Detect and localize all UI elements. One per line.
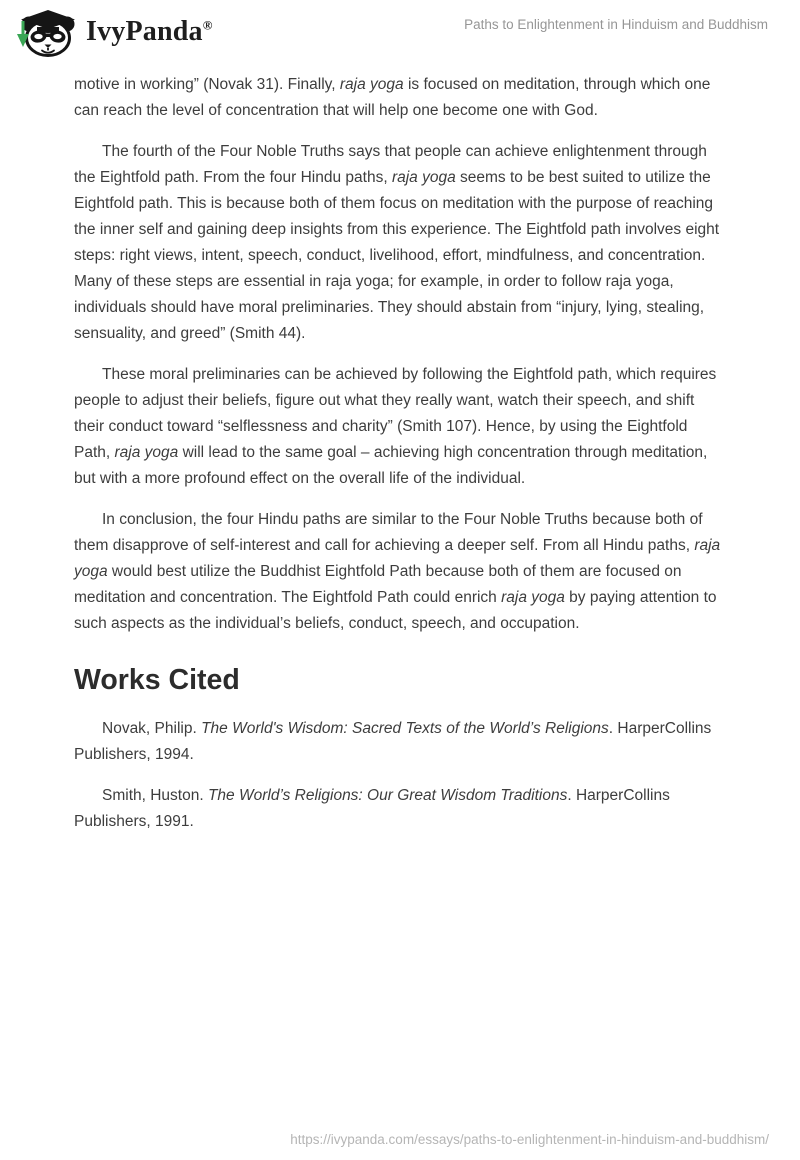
paragraphs-container bbox=[74, 72, 726, 637]
text-run: Smith, Huston. bbox=[102, 787, 208, 804]
works-cited-heading: Works Cited bbox=[74, 664, 240, 696]
text-run: would best utilize the Buddhist Eightfold Path because both of them are focused on meditation and concentration. The Eightfold Path could enrich bbox=[74, 563, 682, 606]
text-run: by paying attention to such aspects as the individual’s beliefs, conduct, speech, and occupation. bbox=[74, 589, 717, 632]
text-run: will lead to the same goal – achieving high concentration through meditation, but with a more profound effect on the overall life of the individual. bbox=[74, 444, 708, 487]
paragraph bbox=[74, 72, 726, 124]
text-run: . HarperCollins Publishers, 1991. bbox=[74, 787, 670, 830]
citation bbox=[74, 783, 726, 835]
panda-graduation-cap-icon bbox=[13, 7, 79, 57]
page-header bbox=[0, 0, 800, 60]
citation bbox=[74, 716, 726, 768]
text-run: raja yoga bbox=[74, 537, 721, 580]
text-run: . HarperCollins Publishers, 1994. bbox=[74, 720, 712, 763]
citations-container bbox=[74, 716, 726, 835]
text-run: In conclusion, the four Hindu paths are similar to the Four Noble Truths because both of them disapprove of self-interest and call for achieving a deeper self. From all Hindu paths, bbox=[74, 511, 703, 554]
brand-wordmark bbox=[86, 7, 213, 57]
text-run: These moral preliminaries can be achieved by following the Eightfold path, which requires people to adjust their beliefs, figure out what they really want, watch their speech, and shift their conduct toward “selflessness and charity” (Smith 107). Hence, by using the Eightfold Path, bbox=[74, 366, 717, 461]
paragraph bbox=[74, 362, 726, 492]
brand bbox=[13, 7, 213, 57]
text-run: motive in working” (Novak 31). Finally, bbox=[74, 76, 340, 93]
brand-name: IvyPanda bbox=[86, 16, 203, 47]
text-run: is focused on meditation, through which one can reach the level of concentration that will help one become one with God. bbox=[74, 76, 711, 119]
registered-mark: ® bbox=[202, 17, 213, 33]
text-run: The fourth of the Four Noble Truths says that people can achieve enlightenment through the Eightfold path. From the four Hindu paths, bbox=[74, 143, 707, 186]
running-title: Paths to Enlightenment in Hinduism and Buddhism bbox=[464, 17, 768, 32]
text-run: raja yoga bbox=[114, 444, 179, 461]
text-run: raja yoga bbox=[391, 169, 456, 186]
text-run: Novak, Philip. bbox=[102, 720, 202, 737]
paragraph bbox=[74, 507, 726, 637]
text-run: seems to be best suited to utilize the Eightfold path. This is because both of them focus on meditation with the purpose of reaching the inner self and gaining deep insights from this experience. The Eightfold path involves eight steps: right views, intent, speech, conduct, livelihood, effort, mindfulness, and concentration. Many of these steps are essential in raja yoga; for example, in order to follow raja yoga, individuals should have moral preliminaries. They should abstain from “injury, lying, stealing, sensuality, and greed” (Smith 44). bbox=[74, 169, 720, 342]
text-run: raja yoga bbox=[501, 589, 565, 606]
text-run: The World's Wisdom: Sacred Texts of the World’s Religions bbox=[201, 720, 609, 737]
text-run: raja yoga bbox=[339, 76, 404, 93]
page-footer bbox=[0, 1132, 800, 1160]
text-run: The World’s Religions: Our Great Wisdom Traditions bbox=[207, 787, 568, 804]
essay-body bbox=[0, 60, 800, 850]
paragraph bbox=[74, 139, 726, 347]
source-url: https://ivypanda.com/essays/paths-to-enlightenment-in-hinduism-and-buddhism/ bbox=[290, 1132, 769, 1147]
